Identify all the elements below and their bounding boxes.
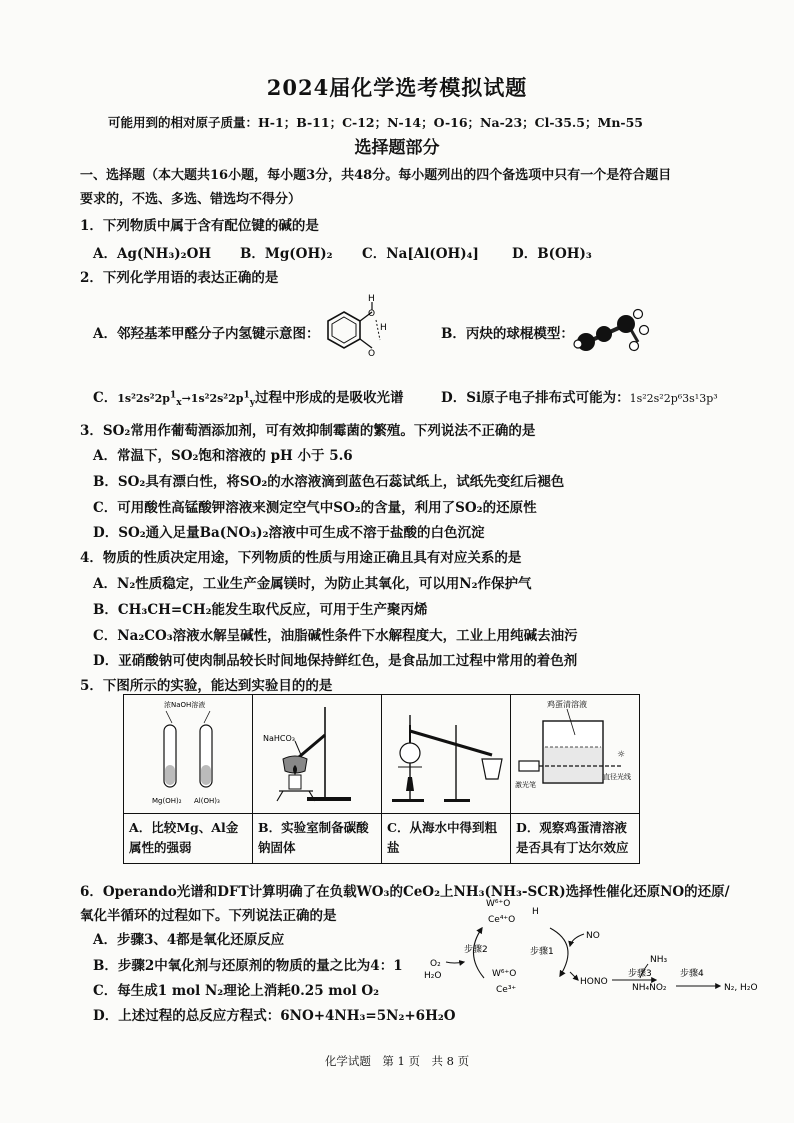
cycle-no: NO [586,931,600,941]
q4-option-c: C．Na₂CO₃溶液水解呈碱性，油脂碱性条件下水解程度大，工业上用纯碱去油污 [93,628,578,644]
q2-option-d-config: 1s²2s²2p⁶3s¹3p³ [629,392,718,405]
q5-option-b: B．实验室制备碳酸钠固体 [253,814,382,864]
test-tubes-figure [124,695,252,809]
cycle-ce-top: Ce⁴⁺O [488,915,516,925]
q4-option-b: B．CH₃CH=CH₂能发生取代反应，可用于生产聚丙烯 [93,602,428,618]
svg-text:O: O [368,309,376,319]
cycle-step4: 步骤4 [680,969,704,979]
q3-option-d: D．SO₂通入足量Ba(NO₃)₂溶液中可生成不溶于盐酸的白色沉淀 [93,525,485,541]
q2-option-b: B．丙炔的球棍模型： [441,326,574,342]
q6-stem-line2: 氧化半循环的过程如下。下列说法正确的是 [80,908,337,924]
q6-option-b: B．步骤2中氧化剂与还原剂的物质的量之比为4：1 [93,958,403,974]
distillation-figure [382,695,510,809]
page-title: 2024届化学选考模拟试题 [266,75,528,100]
figure-a-right-label: Al(OH)₃ [194,797,220,805]
q5-option-d: D．观察鸡蛋清溶液是否具有丁达尔效应 [511,814,640,864]
heating-apparatus-figure [253,695,381,809]
part-title: 选择题部分 [354,138,440,158]
cycle-o2: O₂ [430,959,441,969]
q6-stem-line1: 6．Operando光谱和DFT计算明确了在负载WO₃的CeO₂上NH₃(NH₃-SCR)选择性催化还原NO的还原/ [80,884,730,900]
q5-option-a: A．比较Mg、Al金属性的强弱 [124,814,253,864]
q2-option-c-prefix: C． [93,390,118,406]
cycle-ce-bottom: Ce³⁺ [496,985,517,995]
figure-c-cell [382,695,511,814]
propyne-ball-stick-model [572,300,656,360]
q4-option-a: A．N₂性质稳定，工业生产金属镁时，为防止其氧化，可以用N₂作保护气 [93,576,532,592]
hydrogen-bond-diagram [322,290,392,362]
q2-stem: 2．下列化学用语的表达正确的是 [80,270,279,286]
catalytic-cycle-diagram [420,892,790,1002]
cycle-h: H [532,907,539,917]
cycle-step2: 步骤2 [464,945,488,955]
q6-option-c: C．每生成1 mol N₂理论上消耗0.25 mol O₂ [93,983,380,999]
q3-option-b: B．SO₂具有漂白性，将SO₂的水溶液滴到蓝色石蕊试纸上，试纸先变红后褪色 [93,474,565,490]
figure-d-cell [511,695,640,814]
tyndall-figure [511,695,639,809]
cycle-hono: HONO [580,977,608,987]
cycle-w-bottom: W⁶⁺O [492,969,517,979]
figure-a-cell [124,695,253,814]
q3-option-a: A．常温下，SO₂饱和溶液的 pH 小于 5.6 [93,448,353,464]
q5-stem: 5．下图所示的实验，能达到实验目的的是 [80,678,333,694]
cycle-step1: 步骤1 [530,947,554,957]
q2-option-d [441,386,718,406]
q1-option-b: B．Mg(OH)₂ [240,246,333,262]
q1-option-c: C．Na[Al(OH)₄] [362,246,479,262]
cycle-products: N₂, H₂O [724,983,758,993]
q4-option-d: D．亚硝酸钠可使肉制品较长时间地保持鲜红色，是食品加工过程中常用的着色剂 [93,653,578,669]
cycle-nh3: NH₃ [650,955,668,965]
q2-option-c [93,386,403,408]
q2-option-c-config: $1s^22s^22p^1_x\to 1s^22s^22p^1_y$ [117,390,255,409]
atomic-masses: 可能用到的相对原子质量：H-1；B-11；C-12；N-14；O-16；Na-23；Cl-35.5；Mn-55 [108,115,643,130]
q2-option-d-text: D．Si原子电子排布式可能为： [441,390,630,406]
section-instructions-line1: 一、选择题（本大题共16小题，每小题3分，共48分。每小题列出的四个备选项中只有一个是符合题目 [80,168,672,183]
page-footer: 化学试题 第 1 页 共 8 页 [324,1054,470,1068]
figure-d-light-label: 直径光线 [603,773,631,781]
cycle-w-top: W⁶⁺O [486,899,511,909]
cycle-nh4no2: NH₄NO₂ [632,983,667,993]
q1-option-d: D．B(OH)₃ [512,246,592,262]
figure-b-cell [253,695,382,814]
svg-text:H: H [368,294,375,304]
q3-stem: 3．SO₂常用作葡萄酒添加剂，可有效抑制霉菌的繁殖。下列说法不正确的是 [80,423,536,439]
figure-d-solution-label: 鸡蛋清溶液 [547,700,587,709]
cycle-step3: 步骤3 [628,969,652,979]
q2-option-c-suffix: 过程中形成的是吸收光谱 [254,390,404,406]
figure-d-laser-label: 激光笔 [515,781,536,789]
q3-option-c: C．可用酸性高锰酸钾溶液来测定空气中SO₂的含量，利用了SO₂的还原性 [93,500,537,516]
svg-text:☼: ☼ [617,750,626,760]
q6-option-a: A．步骤3、4都是氧化还原反应 [93,932,285,948]
q4-stem: 4．物质的性质决定用途，下列物质的性质与用途正确且具有对应关系的是 [80,550,522,566]
cycle-h2o: H₂O [424,971,442,981]
q1-stem: 1．下列物质中属于含有配位键的碱的是 [80,218,319,234]
q2-option-a: A．邻羟基苯甲醛分子内氢键示意图： [93,326,320,342]
figure-a-left-label: Mg(OH)₂ [152,797,182,805]
figure-b-reagent-label: NaHCO₃ [263,734,295,743]
figure-a-reagent-label: 浓NaOH溶液 [164,701,206,709]
q6-option-d: D．上述过程的总反应方程式：6NO+4NH₃=5N₂+6H₂O [93,1008,456,1024]
q1-option-a: A．Ag(NH₃)₂OH [93,246,212,262]
svg-text:H: H [380,323,387,333]
experiment-table [123,694,640,864]
section-instructions-line2: 要求的，不选、多选、错选均不得分） [80,192,302,207]
q5-option-c: C．从海水中得到粗盐 [382,814,511,864]
svg-text:O: O [368,349,376,359]
